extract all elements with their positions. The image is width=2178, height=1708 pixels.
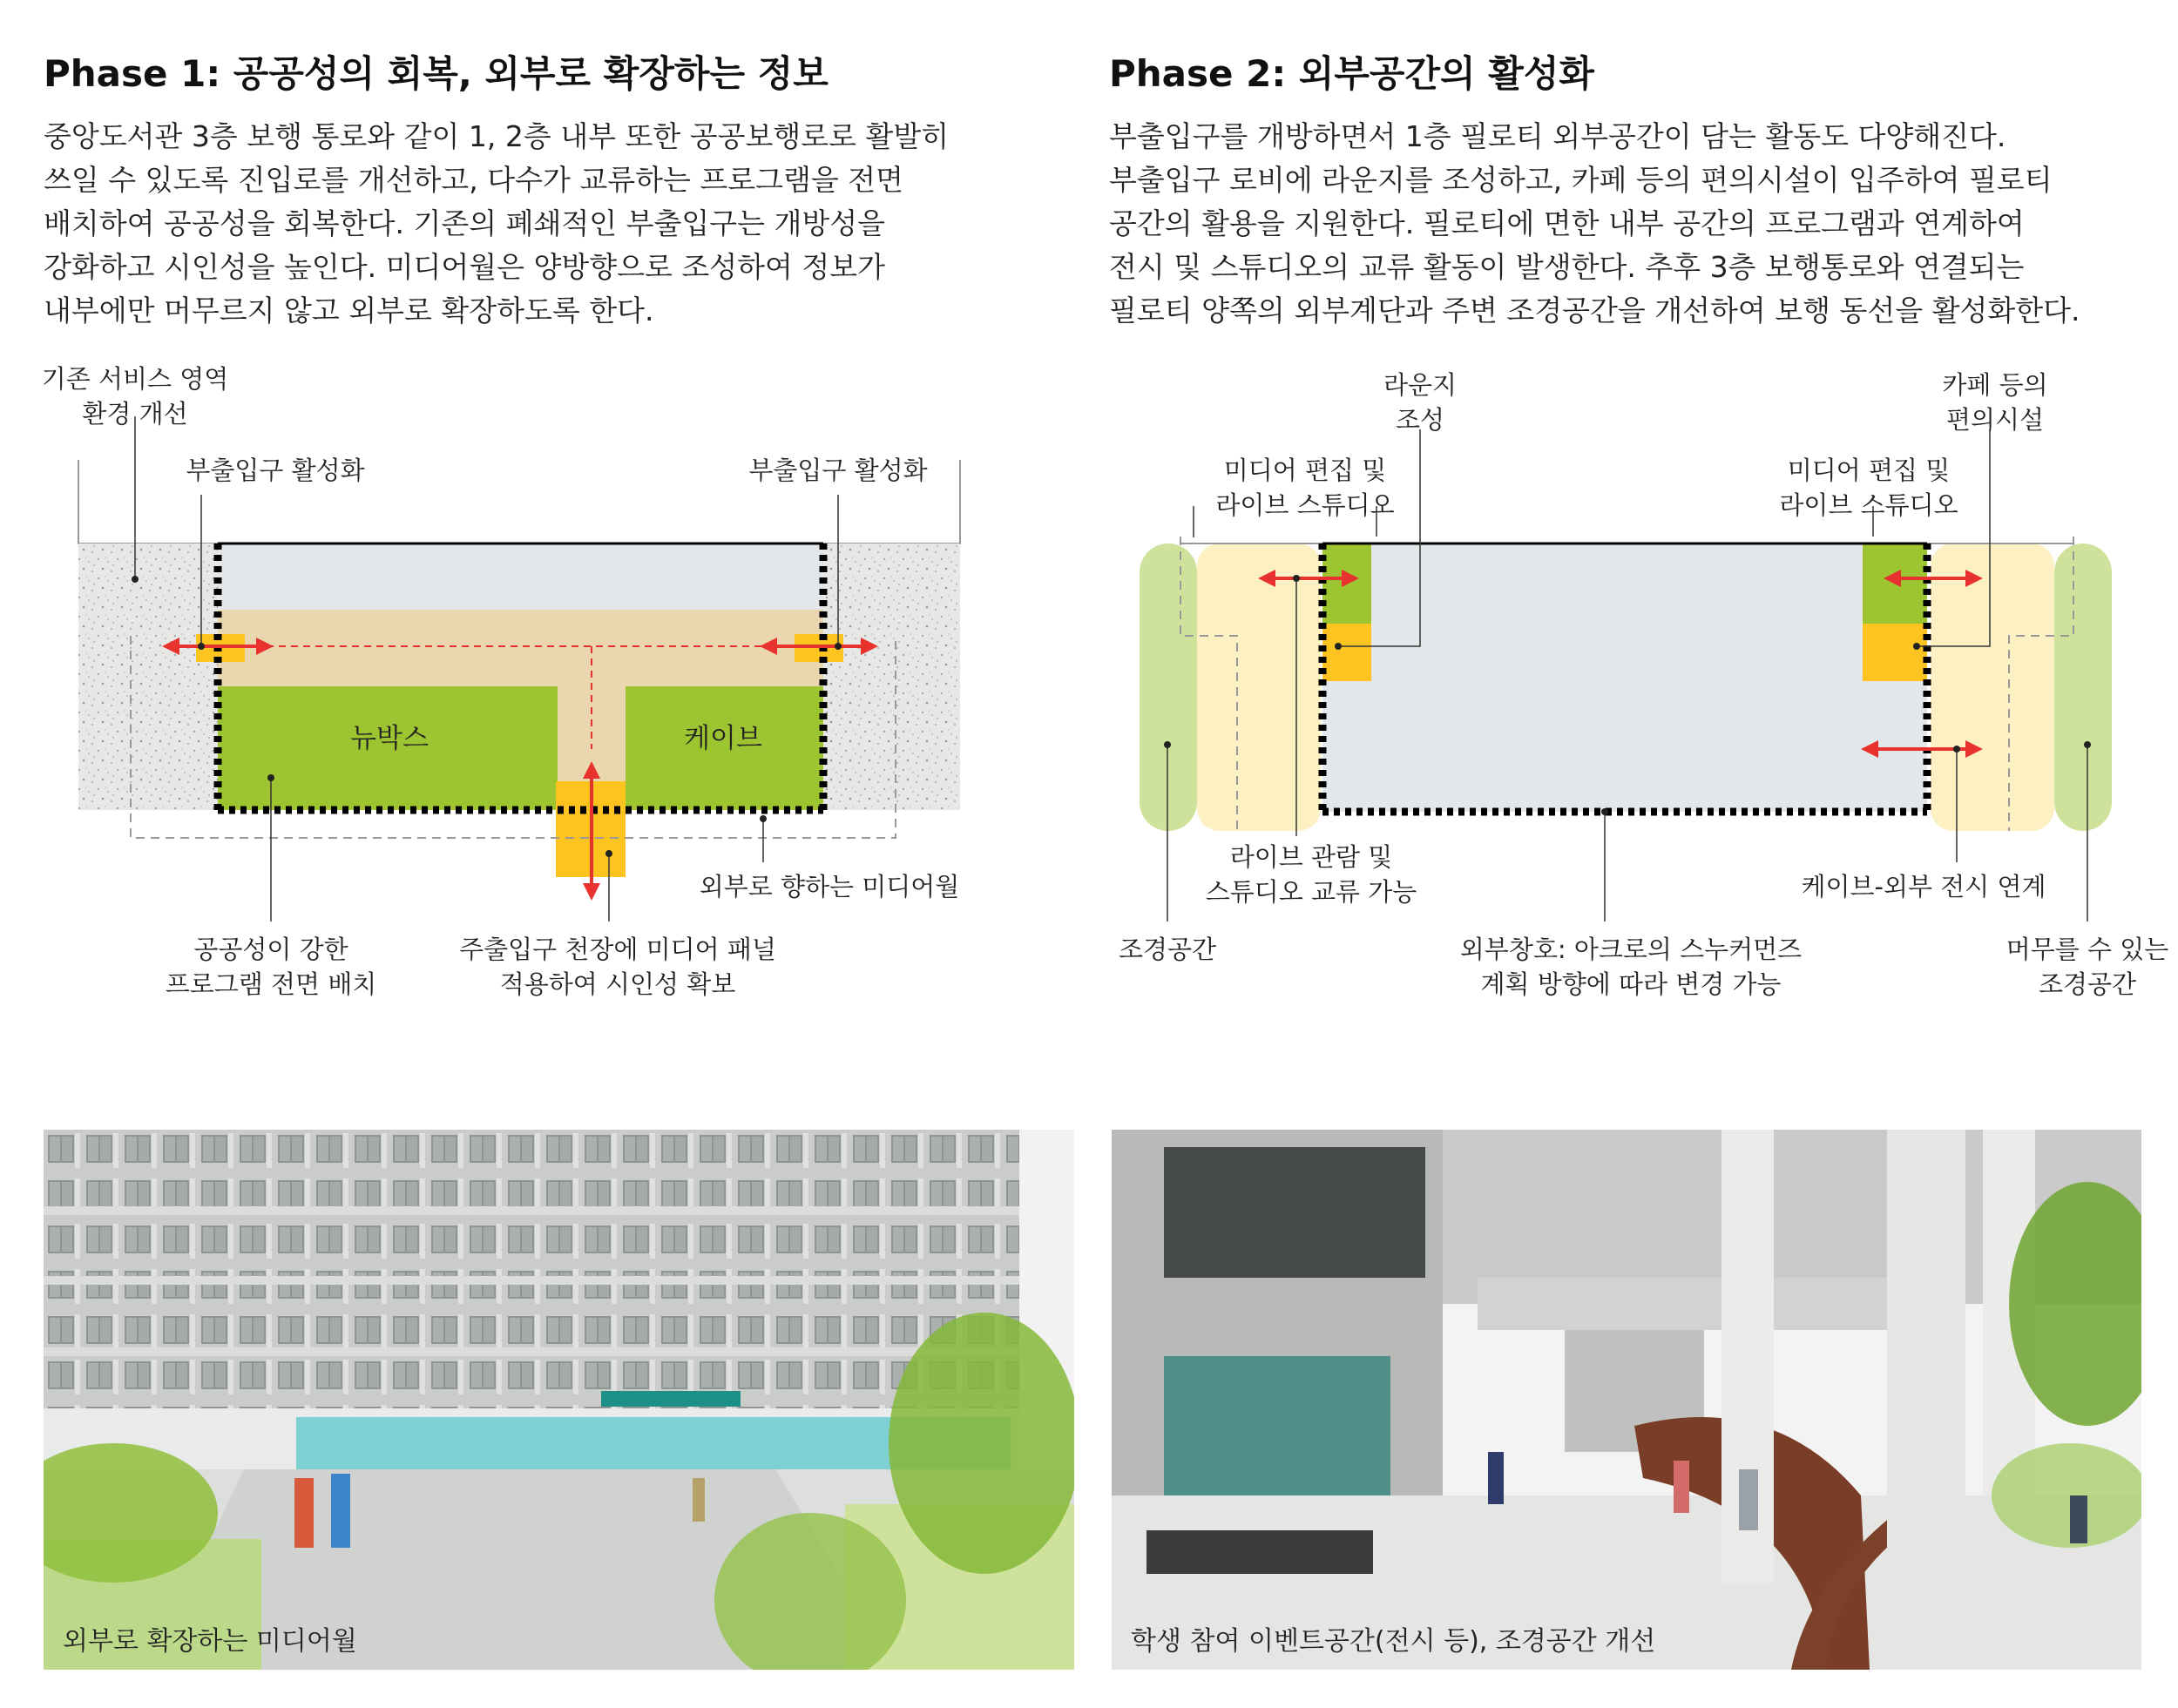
person xyxy=(1674,1461,1689,1513)
leader-dot xyxy=(1335,643,1342,650)
cafe-zone xyxy=(1863,624,1927,681)
landscape-left xyxy=(1140,543,1197,831)
public-corridor xyxy=(218,610,823,686)
label-sub-entrance-right: 부출입구 활성화 xyxy=(748,456,928,485)
label-landscape: 조경공간 xyxy=(1118,935,1217,964)
label-media-wall: 외부로 향하는 미디어월 xyxy=(699,872,960,901)
label-cave-exhibit: 케이브-외부 전시 연계 xyxy=(1801,872,2046,901)
render-caption-2: 학생 참여 이벤트공간(전시 등), 조경공간 개선 xyxy=(1131,1626,1656,1657)
label-sub-entrance-left: 부출입구 활성화 xyxy=(186,456,365,485)
label-window-line1: 외부창호: 아크로의 스누커먼즈 xyxy=(1459,935,1803,964)
leader-dot xyxy=(1913,643,1920,650)
render-caption-1: 외부로 확장하는 미디어월 xyxy=(63,1626,357,1657)
leader-dot xyxy=(835,643,842,650)
studio-right xyxy=(1863,543,1927,624)
label-live-view-line2: 스튜디오 교류 가능 xyxy=(1205,877,1417,907)
leader-dot xyxy=(1953,746,1960,753)
label-main-entrance-line1: 주출입구 천장에 미디어 패널 xyxy=(459,935,776,964)
label-cafe-line2: 편의시설 xyxy=(1945,405,2045,435)
leader-dot xyxy=(132,576,139,583)
service-area-right xyxy=(823,543,960,810)
person xyxy=(2070,1495,2087,1543)
phase2-diagram xyxy=(1119,370,2168,999)
piloti-right xyxy=(1931,543,2054,831)
phase1-title: Phase 1: 공공성의 회복, 외부로 확장하는 정보 xyxy=(44,52,829,95)
label-newbox: 뉴박스 xyxy=(350,723,429,754)
label-stay-landscape-line2: 조경공간 xyxy=(2038,969,2137,999)
label-lounge-line2: 조성 xyxy=(1395,405,1445,435)
label-lounge-line1: 라운지 xyxy=(1383,370,1458,400)
leader-dot xyxy=(198,643,205,650)
service-area-left xyxy=(78,543,218,810)
label-window-line2: 계획 방향에 따라 변경 가능 xyxy=(1480,969,1782,999)
label-public-program-line2: 프로그램 전면 배치 xyxy=(165,969,377,999)
phase1-diagram xyxy=(42,364,960,999)
bridge xyxy=(1478,1278,1896,1330)
studio-left xyxy=(1322,543,1371,624)
render-illustration xyxy=(44,1130,1074,1670)
landscape-right xyxy=(2054,543,2112,831)
person xyxy=(294,1478,314,1548)
label-main-entrance-line2: 적용하여 시인성 확보 xyxy=(499,969,736,999)
lounge-zone xyxy=(1322,624,1371,681)
leader-dot xyxy=(760,815,767,822)
bench xyxy=(1146,1530,1373,1574)
label-public-program-line1: 공공성이 강한 xyxy=(193,935,348,964)
building-interior xyxy=(1322,543,1927,812)
leader-dot xyxy=(1601,808,1608,815)
render-event-space xyxy=(1112,1130,2141,1670)
person xyxy=(693,1478,705,1522)
label-studio-right-line2: 라이브 스튜디오 xyxy=(1779,490,1958,520)
column xyxy=(1887,1130,1965,1548)
phase2-description: 부출입구를 개방하면서 1층 필로티 외부공간이 담는 활동도 다양해진다. 부출입구 로비에 라운지를 조성하고, 카페 등의 편의시설이 입주하여 필로티 공간의 활용을 지원한다. 필로티에 면한 내부 공간의 프로그램과 연계하여 전시 및 스튜디오의 교류 활동이 발생한다. 추후 3층 보행통로와 연결되는 필로티 양쪽의 외부계단과 주변 조경공간을 개선하여 보행 동선을 활성화한다. xyxy=(1109,119,2080,327)
label-cafe-line1: 카페 등의 xyxy=(1942,370,2048,400)
leader-dot xyxy=(267,774,274,781)
leader-dot xyxy=(1164,741,1171,748)
label-studio-left-line2: 라이브 스튜디오 xyxy=(1215,490,1395,520)
leader-dot xyxy=(1293,575,1300,582)
leader-dot xyxy=(605,850,612,857)
label-service-area-line2: 환경 개선 xyxy=(82,399,188,429)
piloti-left xyxy=(1197,543,1321,831)
entrance-canopy xyxy=(601,1391,741,1407)
shrub xyxy=(1992,1443,2141,1548)
render-illustration xyxy=(1112,1130,2141,1670)
label-stay-landscape-line1: 머무를 수 있는 xyxy=(2006,935,2169,964)
render-media-wall xyxy=(44,1130,1074,1670)
phase1-description: 중앙도서관 3층 보행 통로와 같이 1, 2층 내부 또한 공공보행로로 활발히 쓰일 수 있도록 진입로를 개선하고, 다수가 교류하는 프로그램을 전면 배치하여 공공성을 회복한다. 기존의 폐쇄적인 부출입구는 개방성을 강화하고 시인성을 높인다. 미디어월은 양방향으로 조성하여 정보가 내부에만 머무르지 않고 외부로 확장하도록 한다. xyxy=(44,119,950,327)
person xyxy=(1739,1469,1758,1530)
phase2-title: Phase 2: 외부공간의 활성화 xyxy=(1109,52,1594,95)
person xyxy=(331,1474,350,1548)
label-studio-left-line1: 미디어 편집 및 xyxy=(1223,456,1387,485)
label-live-view-line1: 라이브 관람 및 xyxy=(1229,842,1393,872)
glazing xyxy=(1164,1356,1390,1513)
label-cave: 케이브 xyxy=(684,723,762,754)
label-studio-right-line1: 미디어 편집 및 xyxy=(1787,456,1951,485)
tree xyxy=(889,1313,1074,1574)
leader-dot xyxy=(2084,741,2091,748)
label-service-area-line1: 기존 서비스 영역 xyxy=(41,364,229,394)
person xyxy=(1488,1452,1504,1504)
